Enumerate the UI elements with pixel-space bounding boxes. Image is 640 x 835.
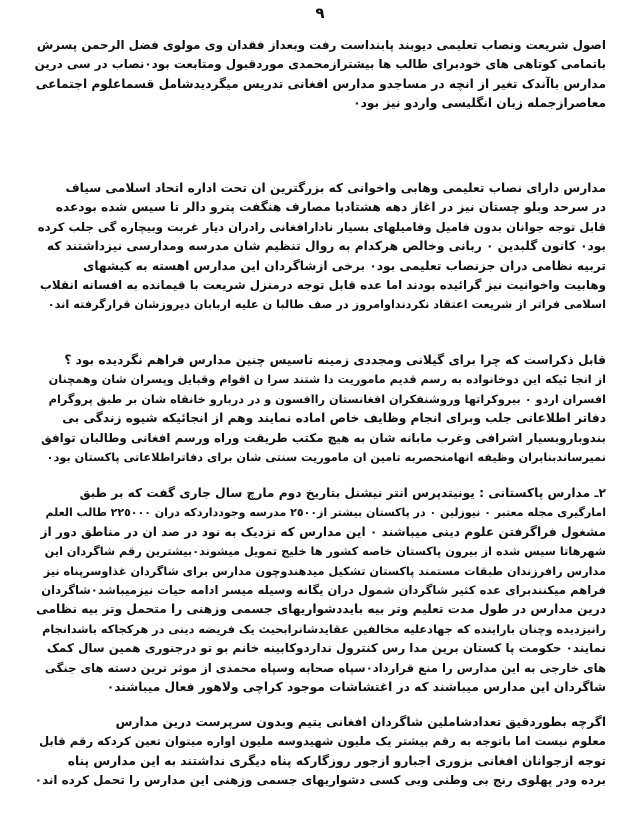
text-line: مشغول فراگرفتن علوم دینی میباشند ٠ این مدارس که نزدیک به نود در صد ان در مناطق دور از [40,524,606,539]
paragraph-gailani-mojaddedi [36,351,606,467]
page-number: ۹ [315,4,325,22]
text-line: بود٠ کانون گلبدین ٠ ربانی وخالص هرکدام به روال تنظیم شان مدرسه ومدارسی نیزداشتند که [46,239,606,254]
text-line: اصول شریعت ونصاب تعلیمی دیوبند پابنداست رفت وبعداز فقدان وی مولوی فضل الرحمن پسرش [36,38,606,52]
text-line: دفاتر اطلاعاتی جلب وبرای انجام وظایف خاص اماده نمایند وهم از انجائیکه شیوه زندگی بی [62,411,606,426]
paragraph-pakistani-madrasas [36,484,606,697]
text-line: شهرهاتا سیس شده از بیرون پاکستان خاصه کشور ها خلیج تمویل میشوند٠بیشترین رقم شاگردان این [44,545,606,559]
text-line: قابل توجه جوانان بدون فامیل وفامیلهای بسیار نادارافغانی رادران دیار غربت وبیچاره گی جلب کرده [37,219,606,234]
text-line: افسران اردو ٠ بیروکراتها وروشنفکران افغانستان راافسون و در دربارو خانقاه شان بر طبق پروگرام [48,392,606,406]
text-line: وهابیت واخوانیت نیز گرائیده بودند اما عده قابل توجه درمنزل شریعت با قیمانده به افسانه انقلاب [39,277,606,292]
text-line: مدارس رافرزندان طبقات مستمند پاکستان تشکیل میدهندوچون مدارس برای شاگردان غذاوسرپناه نیز [43,564,606,578]
text-line: از انجا ئیکه این دوخانواده به رسم قدیم ماموریت دا شتند سرا ن اقوام وقبایل وپسران شان وهمچنان [48,373,606,387]
text-line: تربیه نظامی دران جزنصاب تعلیمی بود٠ برخی ازشاگردان این مدارس اهسته به کیشهای [83,258,606,273]
text-line: معلوم نیست اما باتوجه به رقم بیشتر یک ملیون شهیدوسه ملیون اواره میتوان تعین کردکه رقم قابل [39,734,606,749]
text-line: مدارس دارای نصاب تعلیمی وهابی واخوانی که بزرگترین ان تحت اداره اتحاد اسلامی سیاف [65,181,606,195]
text-line: درین مدارس در طول مدت تعلیم وتر بیه بایددشواریهای جسمی وزهنی را متحمل وتر بیه نظامی [36,602,606,617]
text-line: توجه ازجوانان افغانی بزوری اجبارو ازجور روزگارکه پناه دیگری نداشتند به این مدارس پناه [67,753,606,768]
text-line: اسلامی فراتر از شریعت اعتقاد نکردنداوامروز در صف طالبا ن علیه اربابان دیروزشان قرارگرفته اند٠ [47,298,606,312]
text-line: باتمامی کوتاهی های خودبرای طالب ها بیشترازمحمدی موردقبول ومتابعت بود٠نصاب در سی درین [34,57,606,72]
text-line: فراهم میکنندبرای عده کثیر شاگردان شمول دران یگانه وسیله میسر ادامه حیات نیزمیباشد٠شاگردان [41,582,606,597]
text-line: ٢ـ مدارس پاکستانی : یونیتدپرس انتر نیشنل بتاریخ دوم مارچ سال جاری گفت که بر طبق [79,486,606,500]
text-line: برده ودر پهلوی رنج بی وطنی وبی کسی دشواریهای جسمی وزهنی این مدارس را تحمل کرده اند٠ [34,773,606,788]
text-line: رانیزدیده وچنان باراینده که جهادعلیه مخالفین عقایدشانرابحیث یک فریضه دینی در هرکجاکه باشدانجام [42,622,606,636]
text-line: نمایند٠ حکومت پا کستان برین مدا رس کنترول نداردوکابینه خانم بو تو درجنوری همین سال کمک [46,641,606,656]
text-line: های خارجی به این مدارس را منع قرارداد٠سپاه صحابه وسپاه محمدی از موثر ترین دسته های جنگی [44,660,606,675]
text-line: بندوباروبسیار اشرافی وغرب مابانه شان به هیچ مکتب طریقت وراه ورسم افغانی وطالبان توافق [41,430,606,445]
text-line: نمیرساندبنابران وظیفه انهامنحصربه تامین ان ماموریت سنتی شان برای دفاتراطلاعاتی پاکستان بود٠ [46,450,606,464]
text-line: شاگردان این مدارس میباشند که در اغتشاشات موجود کراچی ولاهور فعال میباشند٠ [106,679,606,694]
paragraph-deobandi-curriculum [36,36,606,114]
text-line: اگرچه بطوردقیق تعدادشاملین شاگردان افغانی یتیم وبدون سرپرست درین مدارس [115,715,606,729]
paragraph-wahhabi-madrasas [36,179,606,315]
paragraph-afghan-orphans [36,713,606,791]
text-line: امارگیری مجله معتبر ٠ نیوزلین ٠ در پاکستان بیشتر از٢٥٠٠ مدرسه وجودداردکه دران ٢٢٥٠٠٠ طالب العلم [45,506,606,520]
text-line: در سرحد وبلو چستان نیز در اغاز دهه هشتادبا مصارف هنگفت پترو دالر تا سیس شده بودعده [55,200,606,215]
text-line: معاصرازجمله زبان انگلیسی واردو نیز بود٠ [353,96,606,111]
text-line: مدارس باآندک تغیر از انچه در مساجدو مدارس افغانی تدریس میگردیدشامل قسماعلوم اجتماعی [35,76,606,91]
text-line: قابل ذکراست که چرا برای گیلانی ومجددی زمینه تاسیس چنین مدارس فراهم نگردیده بود ؟ [64,353,606,367]
